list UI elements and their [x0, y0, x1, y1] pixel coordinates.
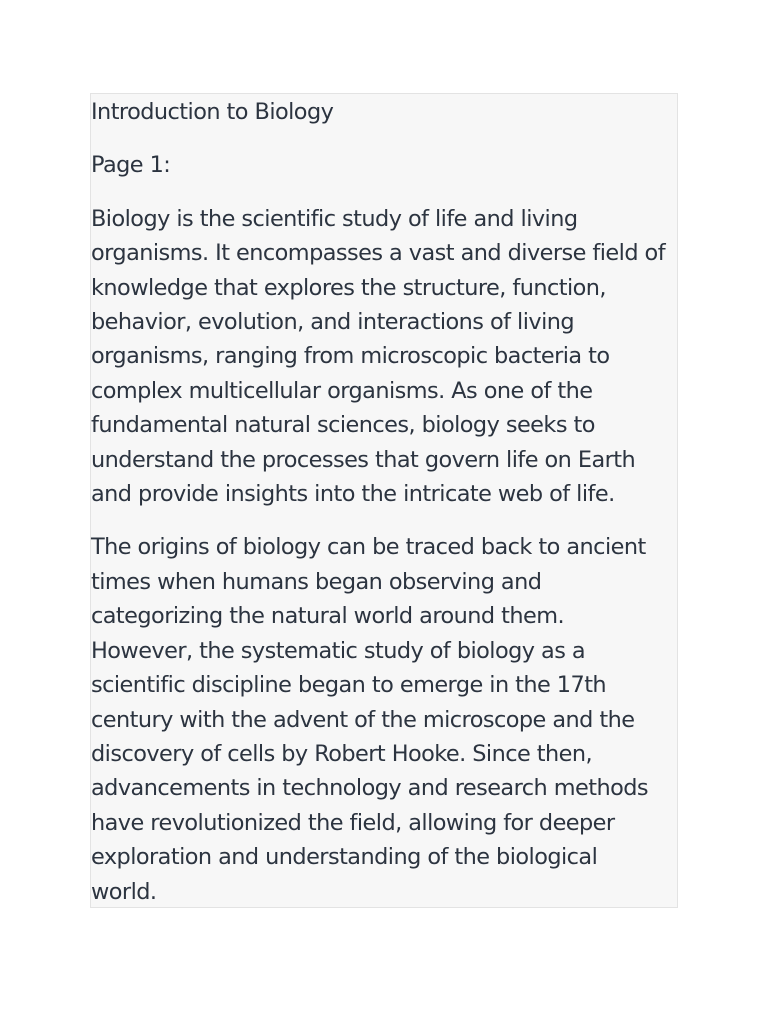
page-label: Page 1:	[91, 152, 171, 179]
document-title: Introduction to Biology	[91, 99, 334, 125]
paragraph-line: knowledge that explores the structure, function,	[91, 274, 606, 301]
paragraph-1	[91, 202, 677, 512]
paragraph-line: organisms. It encompasses a vast and diverse field of	[91, 240, 666, 267]
paragraph-line: century with the advent of the microscope and the	[91, 706, 635, 733]
paragraph-line: fundamental natural sciences, biology seeks to	[91, 412, 595, 439]
paragraph-line: behavior, evolution, and interactions of living	[91, 309, 575, 336]
paragraph-2	[91, 530, 677, 908]
paragraph-line: organisms, ranging from microscopic bacteria to	[91, 343, 610, 370]
paragraph-line: discovery of cells by Robert Hooke. Since then,	[91, 740, 593, 767]
paragraph-line: exploration and understanding of the biological	[91, 844, 598, 871]
paragraph-line: categorizing the natural world around them.	[91, 603, 565, 630]
paragraph-line: However, the systematic study of biology as a	[91, 637, 586, 664]
paragraph-line: Biology is the scientific study of life and living	[91, 205, 578, 232]
paragraph-line: world.	[91, 878, 157, 905]
paragraph-line: have revolutionized the field, allowing for deeper	[91, 809, 615, 836]
paragraph-line: advancements in technology and research methods	[91, 775, 649, 802]
paragraph-line: scientific discipline began to emerge in the 17th	[91, 672, 607, 699]
paragraph-line: and provide insights into the intricate web of life.	[91, 481, 615, 508]
text-content-box	[90, 93, 678, 908]
paragraph-line: understand the processes that govern life on Earth	[91, 446, 636, 473]
paragraph-line: The origins of biology can be traced back to ancient	[91, 534, 646, 561]
paragraph-line: times when humans began observing and	[91, 568, 542, 595]
paragraph-line: complex multicellular organisms. As one of the	[91, 377, 593, 404]
